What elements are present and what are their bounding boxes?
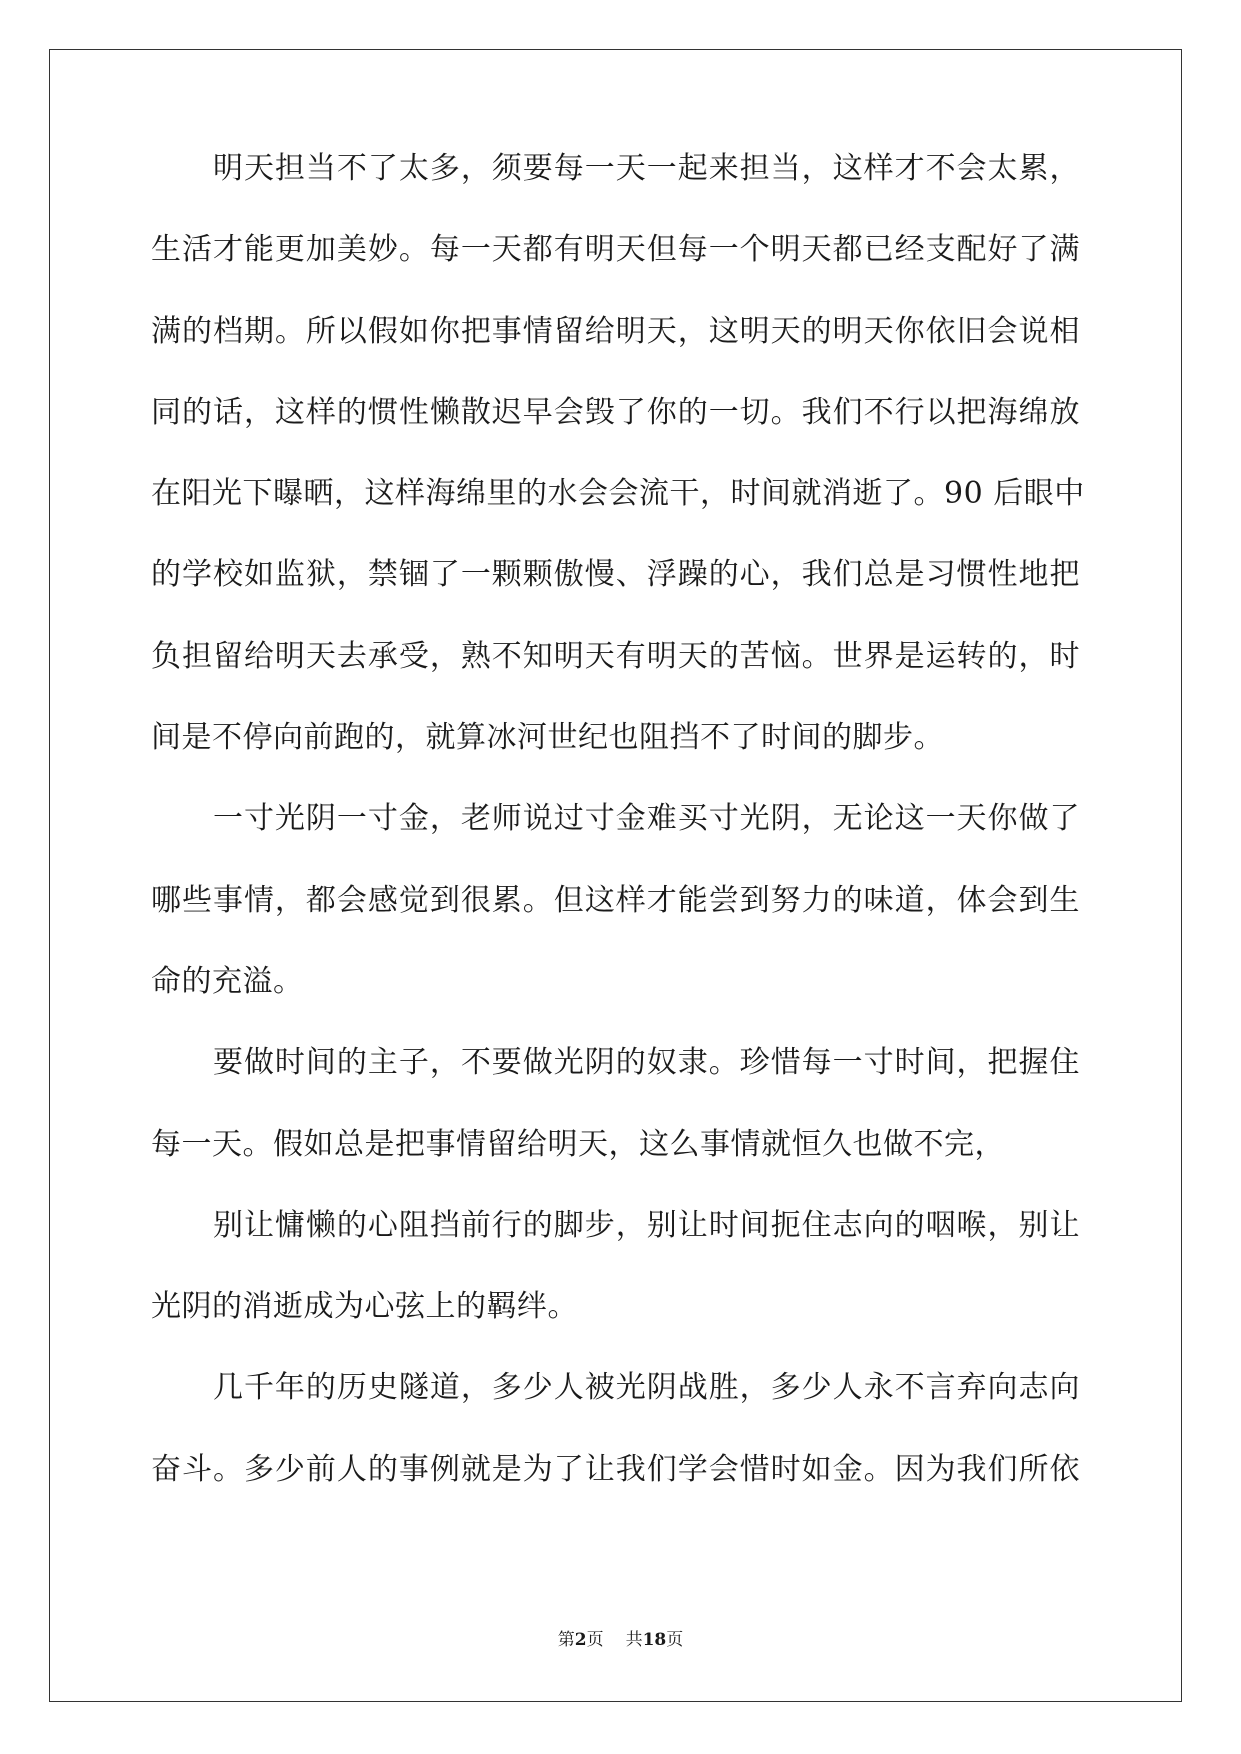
text-line: 几千年的历史隧道，多少人被光阴战胜，多少人永不言弃向志向 (151, 1370, 1080, 1406)
text-line: 的学校如监狱，禁锢了一颗颗傲慢、浮躁的心，我们总是习惯性地把 (151, 557, 1080, 593)
text-line: 生活才能更加美妙。每一天都有明天但每一个明天都已经支配好了满 (151, 232, 1080, 268)
document-body (151, 151, 1085, 1534)
text-line: 一寸光阴一寸金，老师说过寸金难买寸光阴，无论这一天你做了 (151, 801, 1080, 837)
page-prefix: 第 (557, 1630, 575, 1650)
text-line: 命的充溢。 (151, 963, 304, 999)
text-line: 满的档期。所以假如你把事情留给明天，这明天的明天你依旧会说相 (151, 313, 1080, 349)
total-prefix: 共 (625, 1630, 643, 1650)
total-pages: 18 (642, 1630, 667, 1650)
text-line: 奋斗。多少前人的事例就是为了让我们学会惜时如金。因为我们所依 (151, 1451, 1080, 1487)
page-footer (0, 1625, 1241, 1650)
text-line: 负担留给明天去承受，熟不知明天有明天的苦恼。世界是运转的，时 (151, 638, 1080, 674)
text-line: 在阳光下曝晒，这样海绵里的水会会流干，时间就消逝了。90 后眼中 (151, 476, 1085, 512)
text-line: 光阴的消逝成为心弦上的羁绊。 (151, 1289, 578, 1325)
text-line: 每一天。假如总是把事情留给明天，这么事情就恒久也做不完， (151, 1126, 1005, 1162)
text-line: 哪些事情，都会感觉到很累。但这样才能尝到努力的味道，体会到生 (151, 882, 1080, 918)
text-line: 别让慵懒的心阻挡前行的脚步，别让时间扼住志向的咽喉，别让 (151, 1207, 1080, 1243)
text-line: 明天担当不了太多，须要每一天一起来担当，这样才不会太累， (151, 151, 1080, 186)
page-suffix: 页 (586, 1630, 604, 1650)
text-line: 要做时间的主子，不要做光阴的奴隶。珍惜每一寸时间，把握住 (151, 1045, 1080, 1081)
text-line: 同的话，这样的惯性懒散迟早会毁了你的一切。我们不行以把海绵放 (151, 394, 1080, 430)
text-line: 间是不停向前跑的，就算冰河世纪也阻挡不了时间的脚步。 (151, 720, 944, 756)
page-number: 2 (574, 1630, 587, 1650)
total-suffix: 页 (666, 1630, 684, 1650)
